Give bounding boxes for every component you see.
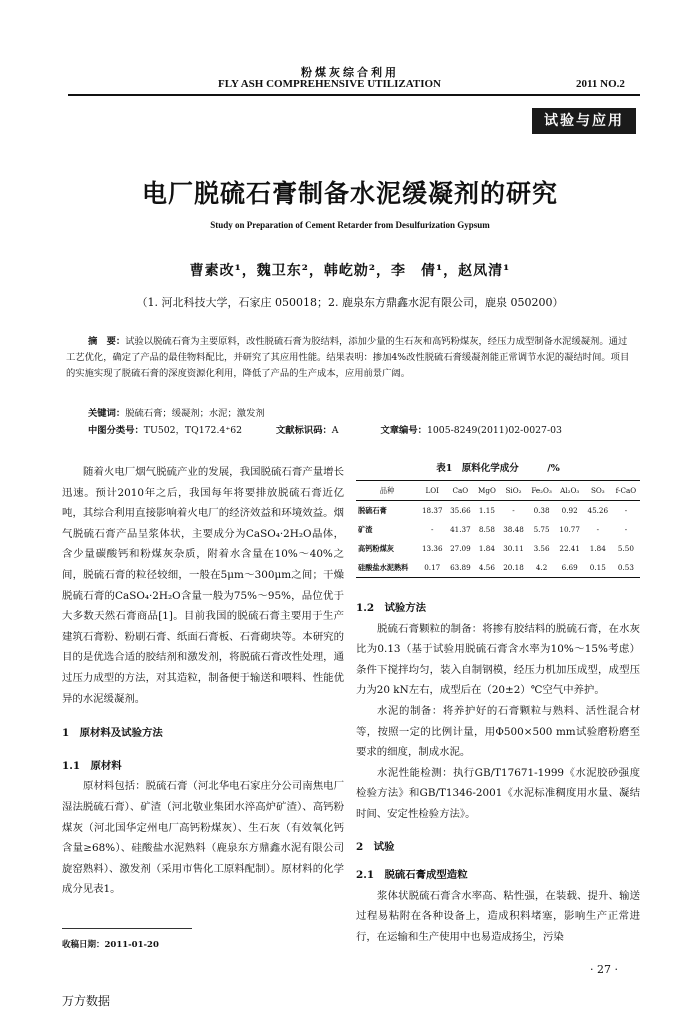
article-number-value: 1005-8249(2011)02-0027-03 [426,425,562,436]
clc-value: TU502，TQ172.4⁺62 [143,425,243,436]
table-cell: 5.50 [617,544,634,553]
affiliation: （1. 河北科技大学，石家庄 050018；2. 鹿泉东方鼎鑫水泥有限公司，鹿泉 050200） [136,296,564,309]
section-1-heading: 1 原材料及试验方法 [62,727,163,740]
keywords-text: 脱硫石膏；缓凝剂；水泥；激发剂 [125,408,265,419]
right-column [356,598,640,948]
table-header-cell: Fe₂O₃ [531,486,552,495]
table-header-cell: 品种 [379,485,395,495]
abstract [66,334,636,382]
method-paragraph-3: 水泥性能检测：执行GB/T17671-1999《水泥胶砂强度检验方法》和GB/T1346-2001《水泥标准稠度用水量、凝结时间、安定性检验方法》。 [356,766,640,820]
table-cell: 3.56 [533,544,550,553]
table-cell: 硅酸盐水泥熟料 [358,562,409,572]
doc-code-label: 文献标识码： [276,425,332,436]
table-cell: 0.53 [617,563,634,572]
section-2-heading: 2 试验 [356,840,395,853]
table-cell: 0.17 [424,563,441,572]
paper-title-en: Study on Preparation of Cement Retarder from Desulfurization Gypsum [210,220,490,230]
table-cell: 0.15 [589,563,606,572]
table-header-cell: LOI [425,486,439,495]
table-cell: 8.58 [478,525,495,534]
table-cell: 高钙粉煤灰 [358,543,394,553]
table-cell: 4.56 [478,563,495,572]
table-cell: 6.69 [561,563,578,572]
table-row [356,520,640,539]
table-cell: 脱硫石膏 [358,505,387,515]
table-cell: 1.15 [478,506,495,515]
paper-title: 电厂脱硫石膏制备水泥缓凝剂的研究 [141,179,558,208]
journal-name-en: FLY ASH COMPREHENSIVE UTILIZATION [218,78,442,90]
section-1-1-heading: 1.1 原材料 [62,759,122,772]
table-header-cell: f-CaO [615,486,637,495]
table-cell: 27.09 [450,544,471,553]
classification [88,422,562,436]
chemical-composition-table [356,480,640,578]
section-badge: 试验与应用 [532,108,636,134]
table-cell: 22.41 [559,544,580,553]
table-cell: - [431,525,434,534]
table-cell: - [596,525,600,534]
table-cell: 1.84 [589,544,606,553]
table-header-cell: CaO [452,486,469,495]
table-cell: 5.75 [533,525,550,534]
table-cell: 30.11 [503,544,524,553]
table-cell: 35.66 [450,506,471,515]
table-cell: 矿渣 [358,524,373,534]
page-number: · 27 · [590,963,618,976]
table-cell: 18.37 [421,506,443,515]
article-number-label: 文章编号： [380,425,427,436]
table-header-cell: MgO [478,486,496,495]
keywords-label: 关键词： [88,408,126,419]
table-body [356,501,640,578]
abstract-label: 摘 要： [88,336,126,347]
header-rule [68,94,640,96]
table-cell: 45.26 [587,506,609,515]
method-paragraph-2: 水泥的制备：将养护好的石膏颗粒与熟料、活性混合材等，按照一定的比例计量，用Φ500×500 mm试验磨粉磨至要求的细度，制成水泥。 [356,704,640,759]
footer-watermark: 万方数据 [62,994,111,1008]
intro-paragraph: 随着火电厂烟气脱硫产业的发展，我国脱硫石膏产量增长迅速。预计2010年之后，我国每年将要排放脱硫石膏近亿吨，其综合利用直接影响着火电厂的经济效益和环境效益。烟气脱硫石膏产品呈浆体状，主要成分为CaSO₄·2H₂O晶体，含少量碳酸钙和粉煤灰杂质，附着水含量在10%～40%之间，脱硫石膏的粒径较细，一般在5μm～300μm之间；干燥脱硫石膏的CaSO₄·2H₂O含量一般为75%～95%，品位优于大多数天然石膏商品[1]。目前我国的脱硫石膏主要用于生产建筑石膏粉、粉刷石膏、纸面石膏板、石膏砌块等。本研究的目的是优选合适的胶结剂和激发剂，将脱硫石膏改性处理，通过压力成型的方法，对其造粒，制备便于输送和喂料、性能优异的水泥缓凝剂。 [62,466,344,705]
table-cell: 63.89 [450,563,471,572]
keywords [88,405,265,419]
table-1-container [356,480,640,578]
table-row [356,501,640,521]
clc-label: 中图分类号： [88,425,144,436]
authors: 曹素改¹，魏卫东²，韩屹勍²，李 倩¹，赵凤清¹ [189,263,511,279]
table-cell: 20.18 [503,563,524,572]
table-cell: 13.36 [421,544,443,553]
footnote-rule [62,928,192,929]
table-header-cell: SO₃ [590,486,605,495]
table-row [356,539,640,558]
table-cell: 10.77 [559,525,580,534]
materials-paragraph: 原材料包括：脱硫石膏（河北华电石家庄分公司南焦电厂湿法脱硫石膏）、矿渣（河北敬业集团水淬高炉矿渣）、高钙粉煤灰（河北国华定州电厂高钙粉煤灰）、生石灰（有效氧化钙含量≥68%）、硅酸盐水泥熟料（鹿泉东方鼎鑫水泥有限公司旋窑熟料）、激发剂（采用市售化工原料配制）。原材料的化学成分见表1。 [62,780,344,896]
table-cell: 0.92 [561,506,578,515]
journal-name-cn: 粉煤灰综合利用 [301,66,399,79]
section-2-1-heading: 2.1 脱硫石膏成型造粒 [356,869,468,882]
granulation-paragraph: 浆体状脱硫石膏含水率高、粘性强，在装载、提升、输送过程易粘附在各种设备上，造成积料堵塞，影响生产正常进行，在运输和生产使用中也易造成扬尘，污染 [356,889,640,943]
table-cell: 4.2 [535,563,548,572]
table-cell: - [624,506,628,515]
issue-number: 2011 NO.2 [576,78,625,90]
left-column [62,462,344,900]
table-cell: 1.84 [478,544,495,553]
section-1-2-heading: 1.2 试验方法 [356,602,427,614]
table-cell: - [512,506,515,515]
table-row [356,558,640,578]
received-date: 收稿日期：2011-01-20 [62,940,159,950]
table-header-cell: Al₂O₃ [560,486,580,495]
table-cell: - [624,525,628,534]
method-paragraph-1: 脱硫石膏颗粒的制备：将掺有胶结料的脱硫石膏，在水灰比为0.13（基于试验用脱硫石膏含水率为10%～15%考虑）条件下搅拌均匀，装入自制钢模，经压力机加压成型，成型压力为20 kN左右，成型后在（20±2）℃空气中养护。 [356,622,640,697]
table-cell: 38.48 [503,525,524,534]
table-header-cell: SiO₂ [505,486,522,495]
table-cell: 0.38 [533,506,550,515]
table-1-title: 表1 原料化学成分 /% [436,463,560,474]
doc-code-value: A [331,425,339,436]
abstract-text: 试验以脱硫石膏为主要原料，改性脱硫石膏为胶结料，添加少量的生石灰和高钙粉煤灰，经压力成型制备水泥缓凝剂。通过工艺优化，确定了产品的最佳物料配比，并研究了其应用性能。结果表明：掺加4%改性脱硫石膏缓凝剂能正常调节水泥的凝结时间。项目的实施实现了脱硫石膏的深度资源化利用，降低了产品的生产成本，应用前景广阔。 [66,336,630,379]
table-cell: 41.37 [450,525,471,534]
table-header-row [356,481,640,501]
